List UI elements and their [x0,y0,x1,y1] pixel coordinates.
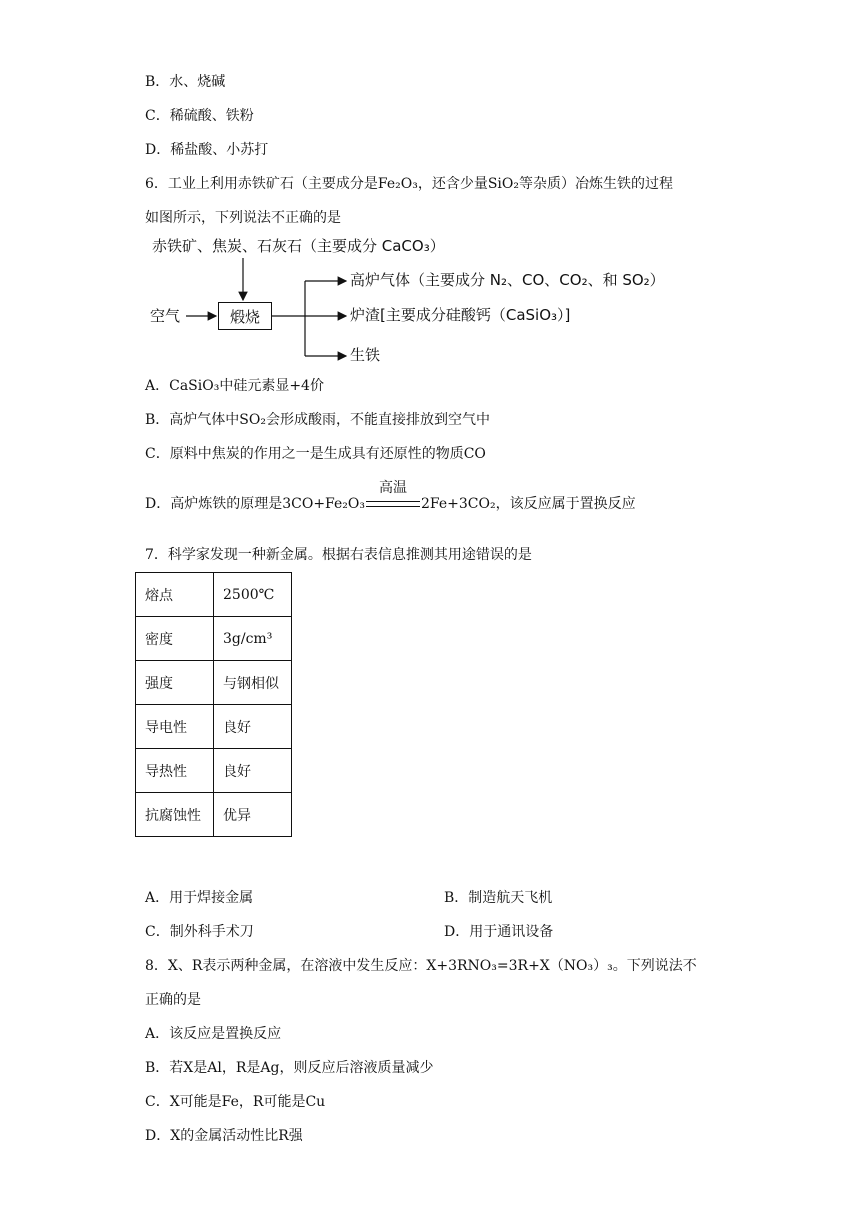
property-value: 良好 [214,705,292,749]
q6-option-c: C．原料中焦炭的作用之一是生成具有还原性的物质CO [145,446,486,462]
q8-option-b: B．若X是Al，R是Ag，则反应后溶液质量减少 [145,1060,434,1076]
diagram-output-gas: 高炉气体（主要成分 N₂、CO、CO₂、和 SO₂） [350,271,665,289]
table-row [136,573,292,617]
q6-condition-label: 高温 [379,480,407,496]
property-value: 与钢相似 [214,661,292,705]
diagram-process-box [218,302,272,330]
q6-equation-right: 2Fe+3CO₂ [421,496,496,512]
property-name: 熔点 [136,573,214,617]
property-name: 抗腐蚀性 [136,793,214,837]
property-name: 强度 [136,661,214,705]
diagram-process-label: 煅烧 [229,308,260,326]
q8-option-d: D．X的金属活动性比R强 [145,1128,303,1144]
metal-properties-table [135,572,292,837]
q7-option-c: C．制外科手术刀 [145,924,254,940]
q8-option-c: C．X可能是Fe，R可能是Cu [145,1094,326,1110]
q7-option-b: B．制造航天飞机 [444,890,553,906]
table-row [136,661,292,705]
q8-stem-line1: 8．X、R表示两种金属，在溶液中发生反应：X+3RNO₃=3R+X（NO₃）₃。下列说法不 [145,958,697,974]
q7-option-d: D．用于通讯设备 [444,924,554,940]
q5-option-c: C．稀硫酸、铁粉 [145,108,254,124]
q6-equation-condition [365,480,421,514]
property-value: 良好 [214,749,292,793]
q6-stem-line2: 如图所示，下列说法不正确的是 [145,210,341,226]
q8-option-a: A．该反应是置换反应 [145,1026,282,1042]
q5-option-b: B．水、烧碱 [145,74,226,90]
diagram-output-slag: 炉渣[主要成分硅酸钙（CaSiO₃）] [350,306,571,324]
double-equals-sign [366,501,420,507]
q6-equation-left: 3CO+Fe₂O₃ [282,496,365,512]
table-row [136,749,292,793]
q8-stem-line2: 正确的是 [145,992,201,1008]
property-value: 2500℃ [214,573,292,617]
q7-stem: 7．科学家发现一种新金属。根据右表信息推测其用途错误的是 [145,547,532,563]
property-value: 优异 [214,793,292,837]
q6-option-a: A．CaSiO₃中硅元素显+4价 [145,378,324,394]
table-row [136,793,292,837]
table-row [136,705,292,749]
diagram-air-label: 空气 [150,307,181,325]
property-name: 导热性 [136,749,214,793]
q5-option-d: D．稀盐酸、小苏打 [145,142,269,158]
property-value: 3g/cm³ [214,617,292,661]
table-row [136,617,292,661]
q6-option-b: B．高炉气体中SO₂会形成酸雨，不能直接排放到空气中 [145,412,490,428]
diagram-raw-materials: 赤铁矿、焦炭、石灰石（主要成分 CaCO₃） [152,237,445,255]
property-name: 密度 [136,617,214,661]
property-name: 导电性 [136,705,214,749]
q6-option-d-prefix: D．高炉炼铁的原理是 [145,496,283,512]
q6-stem-line1: 6．工业上利用赤铁矿石（主要成分是Fe₂O₃，还含少量SiO₂等杂质）冶炼生铁的过程 [145,176,673,192]
q6-option-d-suffix: ，该反应属于置换反应 [495,496,636,512]
diagram-output-iron: 生铁 [350,346,381,364]
q7-option-a: A．用于焊接金属 [145,890,254,906]
q6-option-d [145,480,636,514]
